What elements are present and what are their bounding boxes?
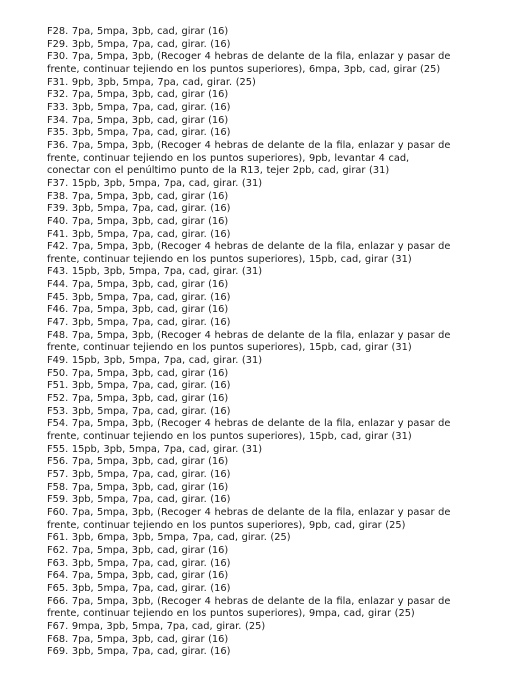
- pattern-row-f29: F29. 3pb, 5mpa, 7pa, cad, girar. (16): [47, 38, 231, 50]
- pattern-row-f49: F49. 15pb, 3pb, 5mpa, 7pa, cad, girar. (31): [47, 355, 263, 367]
- pattern-row-f34: F34. 7pa, 5mpa, 3pb, cad, girar (16): [47, 114, 229, 126]
- pattern-row-f41: F41. 3pb, 5mpa, 7pa, cad, girar. (16): [47, 228, 231, 240]
- pattern-row-f31: F31. 9pb, 3pb, 5mpa, 7pa, cad, girar. (25): [47, 76, 256, 88]
- pattern-row-f30: F30. 7pa, 5mpa, 3pb, (Recoger 4 hebras de delante de la fila, enlazar y pasar de frente, continuar tejiendo en los puntos superiores), 6mpa, 3pb, cad, girar (25): [47, 51, 451, 75]
- pattern-row-f53: F53. 3pb, 5mpa, 7pa, cad, girar. (16): [47, 405, 231, 417]
- pattern-row-f38: F38. 7pa, 5mpa, 3pb, cad, girar (16): [47, 190, 229, 202]
- pattern-row-f40: F40. 7pa, 5mpa, 3pb, cad, girar (16): [47, 215, 229, 227]
- pattern-row-f67: F67. 9mpa, 3pb, 5mpa, 7pa, cad, girar. (25): [47, 620, 266, 632]
- pattern-row-f63: F63. 3pb, 5mpa, 7pa, cad, girar. (16): [47, 557, 231, 569]
- pattern-row-f48: F48. 7pa, 5mpa, 3pb, (Recoger 4 hebras de delante de la fila, enlazar y pasar de frente, continuar tejiendo en los puntos superiores), 15pb, cad, girar (31): [47, 329, 451, 354]
- pattern-row-f65: F65. 3pb, 5mpa, 7pa, cad, girar. (16): [47, 582, 231, 594]
- pattern-row-f62: F62. 7pa, 5mpa, 3pb, cad, girar (16): [47, 544, 229, 556]
- pattern-row-f58: F58. 7pa, 5mpa, 3pb, cad, girar (16): [47, 481, 229, 493]
- pattern-row-f54: F54. 7pa, 5mpa, 3pb, (Recoger 4 hebras de delante de la fila, enlazar y pasar de frente, continuar tejiendo en los puntos superiores), 15pb, cad, girar (31): [47, 418, 451, 442]
- pattern-row-f47: F47. 3pb, 5mpa, 7pa, cad, girar. (16): [47, 317, 231, 329]
- pattern-row-f51: F51. 3pb, 5mpa, 7pa, cad, girar. (16): [47, 380, 231, 392]
- pattern-row-f46: F46. 7pa, 5mpa, 3pb, cad, girar (16): [47, 304, 229, 316]
- pattern-row-f33: F33. 3pb, 5mpa, 7pa, cad, girar. (16): [47, 101, 231, 113]
- pattern-row-f56: F56. 7pa, 5mpa, 3pb, cad, girar (16): [47, 456, 229, 468]
- pattern-row-f57: F57. 3pb, 5mpa, 7pa, cad, girar. (16): [47, 468, 231, 480]
- pattern-row-f55: F55. 15pb, 3pb, 5mpa, 7pa, cad, girar. (31): [47, 443, 263, 455]
- pattern-row-f68: F68. 7pa, 5mpa, 3pb, cad, girar (16): [47, 633, 229, 645]
- pattern-row-f35: F35. 3pb, 5mpa, 7pa, cad, girar. (16): [47, 127, 231, 139]
- pattern-row-f37: F37. 15pb, 3pb, 5mpa, 7pa, cad, girar. (31): [47, 177, 263, 189]
- pattern-row-f36: F36. 7pa, 5mpa, 3pb, (Recoger 4 hebras de delante de la fila, enlazar y pasar de frente, continuar tejiendo en los puntos superiores), 9pb, levantar 4 cad, conectar con el penúltimo punto de la R13, tejer 2pb, cad, girar (31): [47, 139, 451, 177]
- pattern-row-f44: F44. 7pa, 5mpa, 3pb, cad, girar (16): [47, 279, 229, 291]
- pattern-row-f61: F61. 3pb, 6mpa, 3pb, 5mpa, 7pa, cad, girar. (25): [47, 532, 291, 544]
- pattern-row-f59: F59. 3pb, 5mpa, 7pa, cad, girar. (16): [47, 494, 231, 506]
- pattern-instructions: [47, 26, 455, 659]
- pattern-row-f50: F50. 7pa, 5mpa, 3pb, cad, girar (16): [47, 367, 229, 379]
- pattern-row-f69: F69. 3pb, 5mpa, 7pa, cad, girar. (16): [47, 646, 231, 658]
- pattern-row-f39: F39. 3pb, 5mpa, 7pa, cad, girar. (16): [47, 203, 231, 215]
- pattern-row-f60: F60. 7pa, 5mpa, 3pb, (Recoger 4 hebras de delante de la fila, enlazar y pasar de frente, continuar tejiendo en los puntos superiores), 9pb, cad, girar (25): [47, 506, 451, 531]
- pattern-row-f45: F45. 3pb, 5mpa, 7pa, cad, girar. (16): [47, 291, 231, 303]
- pattern-row-f66: F66. 7pa, 5mpa, 3pb, (Recoger 4 hebras de delante de la fila, enlazar y pasar de frente, continuar tejiendo en los puntos superiores), 9mpa, cad, girar (25): [47, 595, 451, 620]
- pattern-row-f52: F52. 7pa, 5mpa, 3pb, cad, girar (16): [47, 393, 229, 405]
- pattern-row-f32: F32. 7pa, 5mpa, 3pb, cad, girar (16): [47, 89, 229, 101]
- pattern-row-f43: F43. 15pb, 3pb, 5mpa, 7pa, cad, girar. (31): [47, 266, 263, 278]
- pattern-row-f42: F42. 7pa, 5mpa, 3pb, (Recoger 4 hebras de delante de la fila, enlazar y pasar de frente, continuar tejiendo en los puntos superiores), 15pb, cad, girar (31): [47, 241, 451, 265]
- pattern-row-f64: F64. 7pa, 5mpa, 3pb, cad, girar (16): [47, 570, 229, 582]
- pattern-row-f28: F28. 7pa, 5mpa, 3pb, cad, girar (16): [47, 26, 229, 37]
